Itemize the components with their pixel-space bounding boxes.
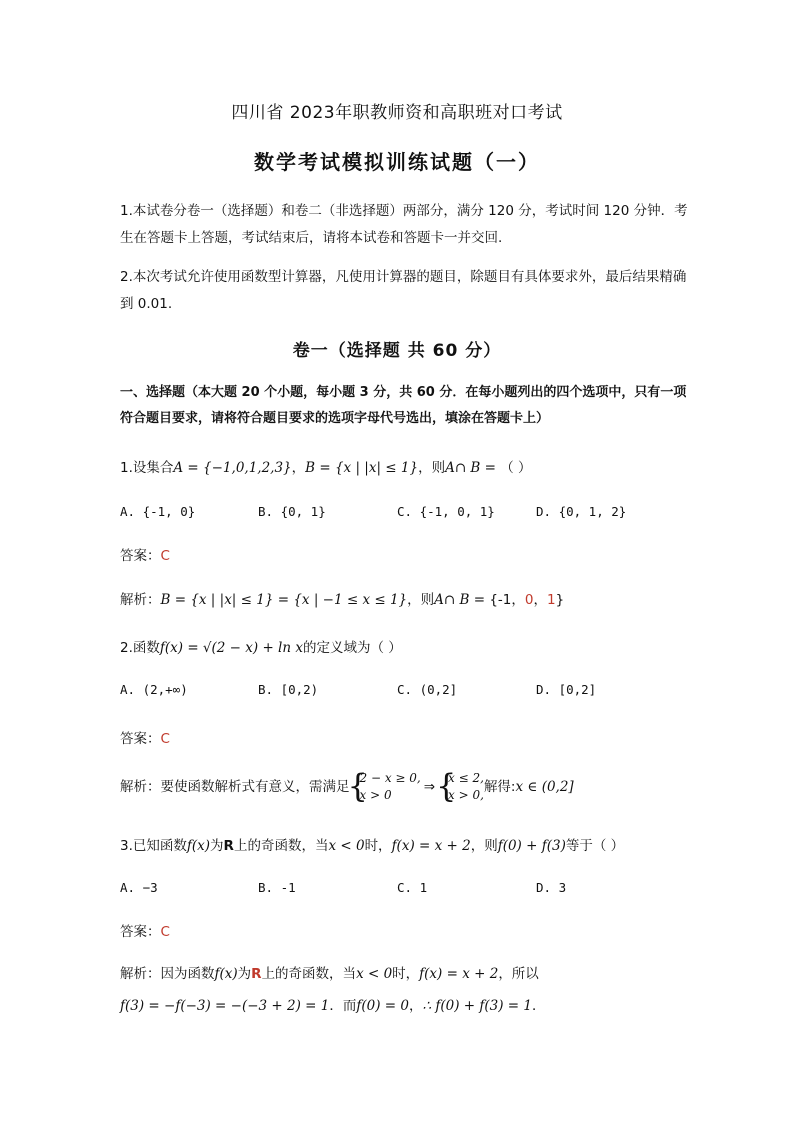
question-3-option-a: A. −3 — [120, 880, 158, 895]
exam-title: 数学考试模拟训练试题（一） — [254, 150, 540, 174]
section-title: 卷一（选择题 共 60 分） — [292, 341, 502, 361]
question-2-option-b: B. [0,2) — [258, 682, 319, 697]
question-3-analysis-line-2: f(3) = −f(−3) = −(−3 + 2) = 1．而f(0) = 0，∴ f(0) + f(3) = 1． — [120, 998, 546, 1014]
question-3-option-b: B. -1 — [258, 880, 296, 895]
question-1-option-c: C. {-1, 0, 1} — [397, 504, 495, 519]
section-intro: 一、选择题（本大题 20 个小题，每小题 3 分，共 60 分．在每小题列出的四个选项中，只有一项符合题目要求，请将符合题目要求的选项字母代号选出，填涂在答题卡上） — [120, 385, 687, 426]
question-2-stem: 2.函数f(x) = √(2 − x) + ln x的定义域为（ ） — [120, 640, 402, 656]
question-2-analysis: 解析：要使函数解析式有意义，需满足{ 2 − x ≥ 0, x > 0 ⇒{ x ≤ 2, x > 0,解得:x ∈ (0,2] — [120, 770, 574, 804]
instruction-2: 2.本次考试允许使用函数型计算器，凡使用计算器的题目，除题目有具体要求外，最后结果精确到 0.01. — [120, 269, 687, 312]
question-1-option-d: D. {0, 1, 2} — [536, 504, 627, 519]
question-3-answer: 答案：C — [120, 924, 170, 940]
question-2-option-c: C. (0,2] — [397, 682, 458, 697]
question-1-stem: 1.设集合A = {−1,0,1,2,3}，B = {x | |x| ≤ 1}，则A∩ B = （ ） — [120, 460, 532, 476]
exam-header: 四川省 2023年职教师资和高职班对口考试 — [231, 103, 563, 123]
question-3-analysis-line-1: 解析：因为函数f(x)为R上的奇函数，当x < 0时，f(x) = x + 2，所以 — [120, 966, 539, 982]
question-1-option-a: A. {-1, 0} — [120, 504, 196, 519]
question-2-answer: 答案：C — [120, 731, 170, 747]
question-1-analysis: 解析：B = {x | |x| ≤ 1} = {x | −1 ≤ x ≤ 1}，则A∩ B = {-1，0，1} — [120, 592, 565, 608]
question-3-stem: 3.已知函数f(x)为R上的奇函数，当x < 0时，f(x) = x + 2，则f(0) + f(3)等于（ ） — [120, 838, 625, 854]
inequality-system-1: { 2 − x ≥ 0, x > 0 — [350, 770, 421, 804]
question-2-option-a: A. (2,+∞) — [120, 682, 188, 697]
question-3-option-d: D. 3 — [536, 880, 567, 895]
question-3-option-c: C. 1 — [397, 880, 428, 895]
question-1-option-b: B. {0, 1} — [258, 504, 326, 519]
question-1-answer: 答案：C — [120, 548, 170, 564]
question-2-option-d: D. [0,2] — [536, 682, 597, 697]
instruction-1: 1.本试卷分卷一（选择题）和卷二（非选择题）两部分，满分 120 分，考试时间 120 分钟．考生在答题卡上答题，考试结束后，请将本试卷和答题卡一并交回. — [120, 203, 688, 246]
inequality-system-2: { x ≤ 2, x > 0, — [438, 770, 484, 804]
